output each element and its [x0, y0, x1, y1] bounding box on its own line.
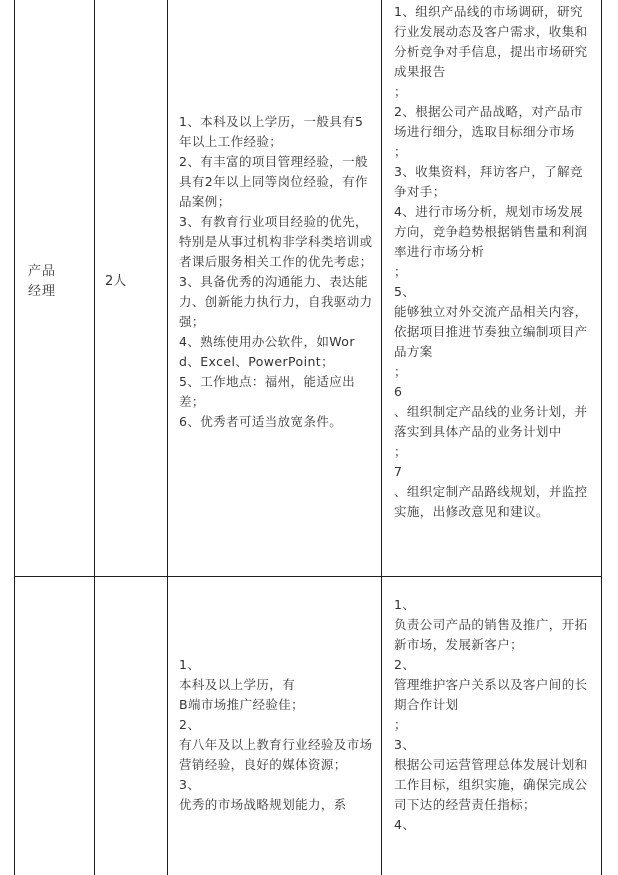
table-row	[14, 577, 602, 875]
duties-cell: 1、组织产品线的市场调研，研究行业发展动态及客户需求，收集和分析竞争对手信息，提出市场研究成果报告 ； 2、根据公司产品战略，对产品市场进行细分，选取目标细分市场 ； 3、收集资料，拜访客户，了解竞争对手； 4、进行市场分析，规划市场发展方向，竞争趋势根据销售量和利润率进行市场分析 ； 5、 能够独立对外交流产品相关内容， 依据项目推进节奏独立编制项目产品方案 ； 6 、组织制定产品线的业务计划，并落实到具体产品的业务计划中 ； 7 、组织定制产品路线规划，并监控实施，出修改意见和建议。	[394, 4, 588, 519]
job-table	[14, 0, 602, 875]
duties-cell: 1、 负责公司产品的销售及推广，开拓新市场，发展新客户； 2、 管理维护客户关系以及客户间的长期合作计划 ； 3、 根据公司运营管理总体发展计划和工作目标，组织实施，确保完成公司下达的经营责任指标； 4、	[394, 597, 588, 832]
table-row	[14, 0, 602, 576]
requirements-cell: 1、本科及以上学历，一般具有5年以上工作经验； 2、有丰富的项目管理经验，一般具有2年以上同等岗位经验，有作品案例； 3、有教育行业项目经验的优先，特别是从事过机构非学科类培训或者课后服务相关工作的优先考虑； 3、具备优秀的沟通能力、表达能力、创新能力执行力，自我驱动力强； 4、熟练使用办公软件，如Word、Excel、PowerPoint； 5、工作地点：福州，能适应出差； 6、优秀者可适当放宽条件。	[179, 114, 373, 429]
position-title-cell: 产品 经理	[28, 264, 57, 299]
headcount-cell: 2人	[105, 274, 127, 289]
requirements-cell: 1、 本科及以上学历，有 B端市场推广经验佳； 2、 有八年及以上教育行业经验及市场营销经验，良好的媒体资源； 3、 优秀的市场战略规划能力，系	[179, 657, 373, 812]
